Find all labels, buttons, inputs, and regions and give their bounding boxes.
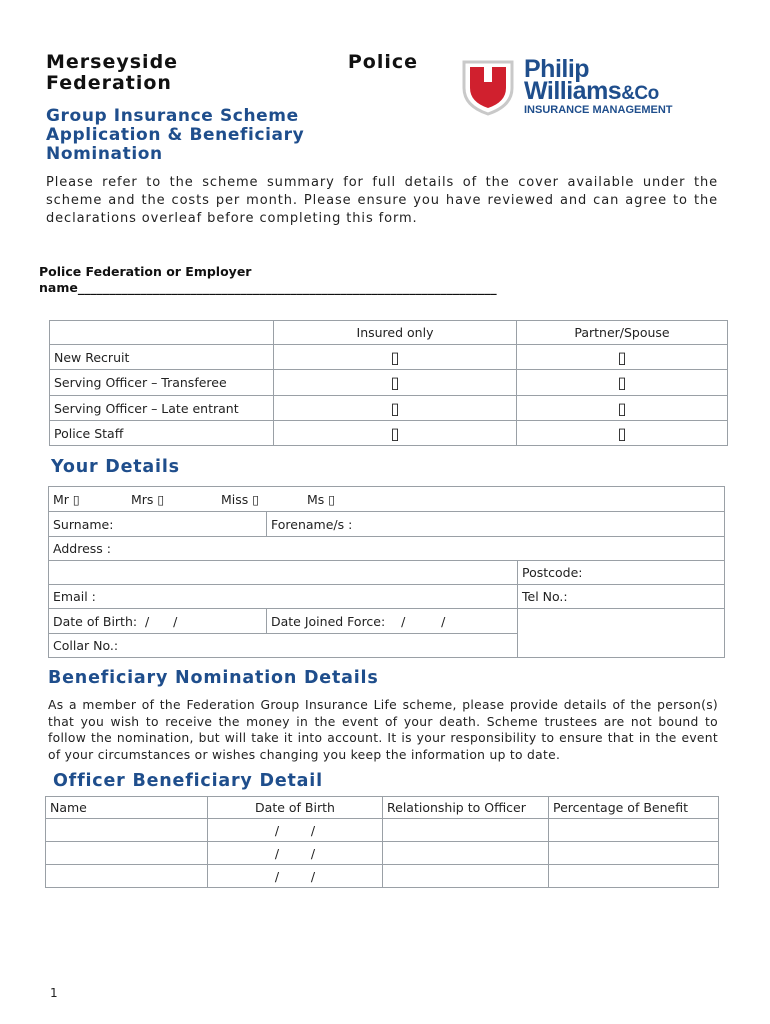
- intro-text: Please refer to the scheme summary for full details of the cover available under the scheme and the costs per month. Please ensure you have reviewed and can agree to the declarations overleaf before completing this form.: [46, 175, 718, 226]
- your-details-heading: Your Details: [51, 457, 180, 477]
- table-row: [46, 819, 719, 842]
- beneficiary-percentage-input[interactable]: [549, 819, 719, 842]
- col-header-name: Name: [46, 797, 208, 819]
- cover-type-table: [49, 320, 728, 446]
- title-option-mrs[interactable]: [131, 492, 221, 507]
- checkbox-partner-transferee[interactable]: ▯: [517, 370, 728, 396]
- cover-header-partner: Partner/Spouse: [517, 321, 728, 345]
- checkbox-insured-police-staff[interactable]: ▯: [274, 421, 517, 446]
- forename-field[interactable]: Forename/s :: [267, 512, 725, 537]
- cover-header-blank: [50, 321, 274, 345]
- email-field[interactable]: Email :: [49, 585, 518, 609]
- cover-header-insured: Insured only: [274, 321, 517, 345]
- subtitle-line: Application & Beneficiary: [46, 125, 305, 145]
- officer-beneficiary-table: [45, 796, 719, 888]
- address-line-2[interactable]: [49, 561, 518, 585]
- address-field[interactable]: Address :: [49, 537, 725, 561]
- beneficiary-name-input[interactable]: [46, 865, 208, 888]
- col-header-relationship: Relationship to Officer: [383, 797, 549, 819]
- checkbox-miss[interactable]: ▯: [252, 491, 260, 507]
- title-label: Mr: [53, 491, 69, 507]
- title-word-merseyside: Merseyside: [46, 51, 179, 73]
- checkbox-insured-new-recruit[interactable]: ▯: [274, 345, 517, 370]
- title-word-federation: Federation: [46, 72, 172, 94]
- beneficiary-name-input[interactable]: [46, 819, 208, 842]
- date-joined-field[interactable]: Date Joined Force: / /: [267, 609, 518, 634]
- federation-name-line[interactable]: name___________________________________________________________________: [39, 280, 497, 295]
- logo-tagline: INSURANCE MANAGEMENT: [524, 104, 673, 116]
- checkbox-partner-new-recruit[interactable]: ▯: [517, 345, 728, 370]
- subtitle-line: Group Insurance Scheme: [46, 106, 299, 126]
- shield-icon: [458, 58, 518, 116]
- philip-williams-logo: [458, 55, 698, 118]
- logo-philip: Philip: [524, 55, 590, 83]
- table-row: [46, 865, 719, 888]
- beneficiary-relationship-input[interactable]: [383, 865, 549, 888]
- checkbox-mrs[interactable]: ▯: [157, 491, 165, 507]
- checkbox-partner-police-staff[interactable]: ▯: [517, 421, 728, 446]
- your-details-table: [48, 486, 725, 658]
- cover-row-label: Serving Officer – Transferee: [50, 370, 274, 396]
- beneficiary-dob-input[interactable]: / /: [208, 819, 383, 842]
- federation-name-field[interactable]: [39, 264, 497, 296]
- cover-row-label: Police Staff: [50, 421, 274, 446]
- form-subtitle: [46, 107, 304, 164]
- beneficiary-dob-input[interactable]: / /: [208, 865, 383, 888]
- checkbox-insured-late-entrant[interactable]: ▯: [274, 396, 517, 421]
- title-option-ms[interactable]: [307, 492, 335, 507]
- postcode-field[interactable]: Postcode:: [518, 561, 725, 585]
- checkbox-ms[interactable]: ▯: [328, 491, 336, 507]
- beneficiary-heading: Beneficiary Nomination Details: [48, 668, 379, 688]
- tel-field[interactable]: Tel No.:: [518, 585, 725, 609]
- title-selection-row: [49, 487, 725, 512]
- subtitle-line: Nomination: [46, 144, 163, 164]
- beneficiary-dob-input[interactable]: / /: [208, 842, 383, 865]
- title-label: Miss: [221, 491, 249, 507]
- checkbox-partner-late-entrant[interactable]: ▯: [517, 396, 728, 421]
- title-option-mr[interactable]: [53, 492, 131, 507]
- page-number: 1: [50, 986, 58, 1000]
- beneficiary-percentage-input[interactable]: [549, 842, 719, 865]
- dob-field[interactable]: Date of Birth: / /: [49, 609, 267, 634]
- col-header-dob: Date of Birth: [208, 797, 383, 819]
- beneficiary-relationship-input[interactable]: [383, 842, 549, 865]
- beneficiary-name-input[interactable]: [46, 842, 208, 865]
- collar-field[interactable]: Collar No.:: [49, 634, 518, 658]
- title-label: Ms: [307, 491, 325, 507]
- title-option-miss[interactable]: [221, 492, 307, 507]
- logo-and-co: &Co: [621, 83, 659, 104]
- cover-row-label: Serving Officer – Late entrant: [50, 396, 274, 421]
- table-row: [46, 842, 719, 865]
- beneficiary-relationship-input[interactable]: [383, 819, 549, 842]
- form-title: [46, 52, 418, 94]
- federation-label: Police Federation or Employer: [39, 264, 252, 279]
- logo-williams: Williams: [524, 77, 622, 105]
- checkbox-insured-transferee[interactable]: ▯: [274, 370, 517, 396]
- checkbox-mr[interactable]: ▯: [72, 491, 80, 507]
- surname-field[interactable]: Surname:: [49, 512, 267, 537]
- beneficiary-text: As a member of the Federation Group Insurance Life scheme, please provide details of the person(s) that you wish to receive the money in the event of your death. Scheme trustees are not bound to follow the nomination, but will take it into account. It is your responsibility to ensure that in the event of your circumstances or wishes changing you keep the information up to date.: [48, 698, 718, 762]
- blank-cell: [518, 609, 725, 658]
- col-header-percentage: Percentage of Benefit: [549, 797, 719, 819]
- officer-beneficiary-heading: Officer Beneficiary Detail: [53, 771, 323, 791]
- title-label: Mrs: [131, 491, 154, 507]
- beneficiary-percentage-input[interactable]: [549, 865, 719, 888]
- cover-row-label: New Recruit: [50, 345, 274, 370]
- title-word-police: Police: [347, 51, 418, 73]
